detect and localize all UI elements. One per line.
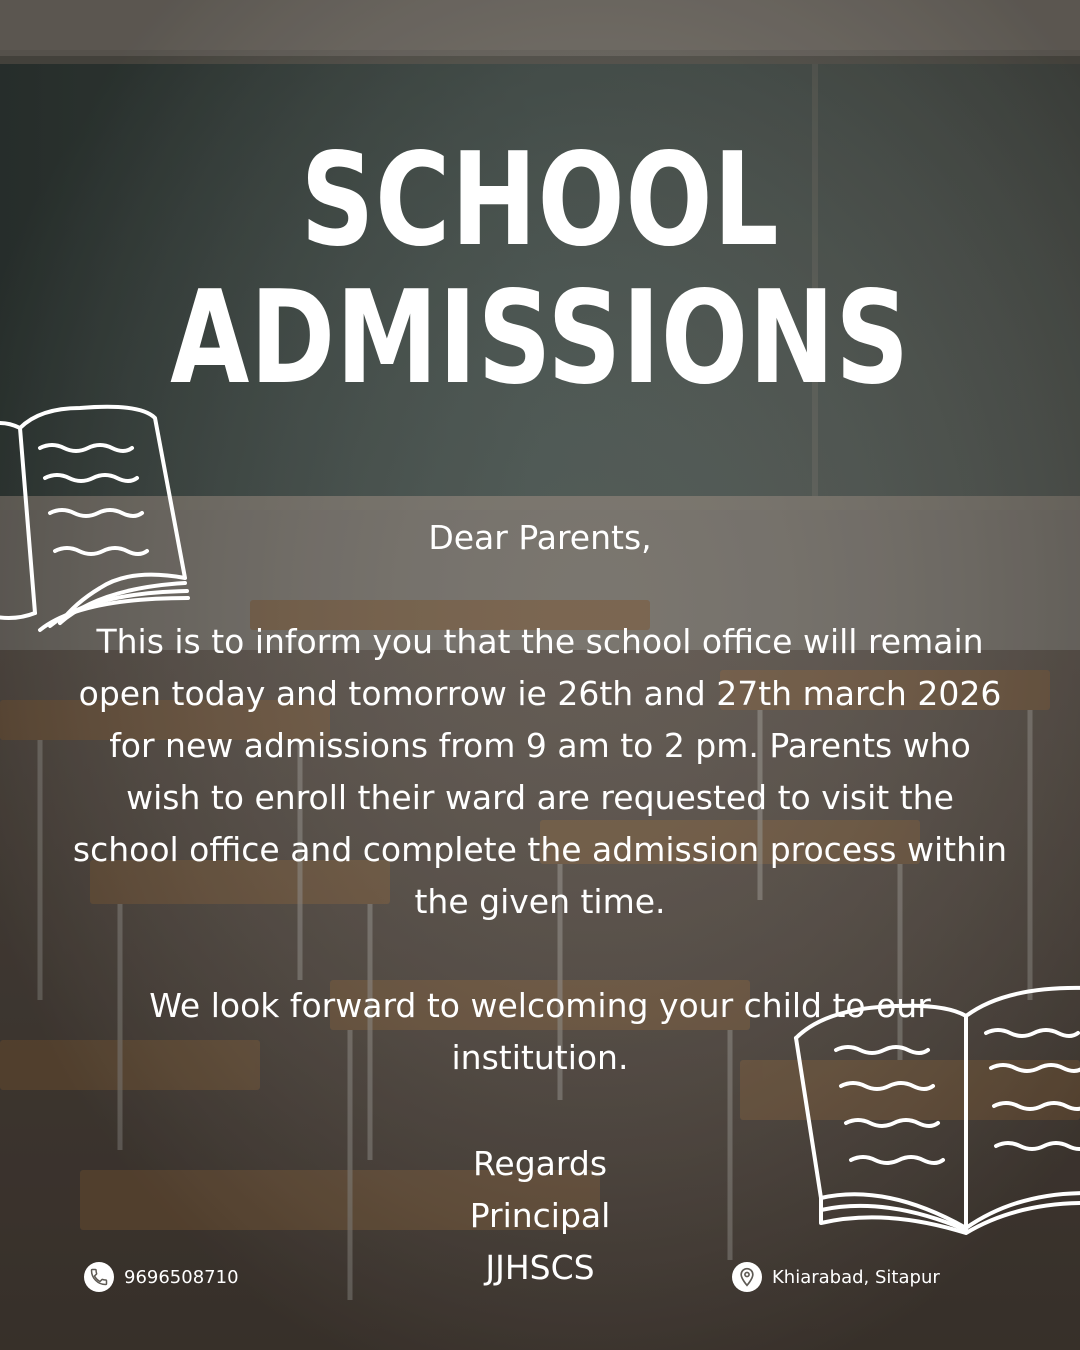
signoff-school: JJHSCS	[485, 1248, 595, 1287]
address-text: Khiarabad, Sitapur	[772, 1266, 940, 1288]
greeting: Dear Parents,	[428, 518, 652, 557]
headline	[108, 126, 972, 413]
closing-paragraph: We look forward to welcoming your child to our institution.	[149, 986, 931, 1077]
signoff-title: Principal	[469, 1196, 611, 1235]
phone-contact[interactable]	[84, 1262, 239, 1292]
headline-line-1: SCHOOL	[300, 126, 780, 275]
notice-paragraph: This is to inform you that the school office will remain open today and tomorrow ie 26th and 27th march 2026 for new admissions from 9 am to 2 pm. Parents who wish to enroll their ward are requested to visit the school office and complete the admission process within the given time.	[72, 622, 1008, 921]
signoff-regards: Regards	[472, 1144, 608, 1183]
phone-number: 9696508710	[124, 1266, 239, 1288]
letter-body	[60, 512, 1020, 1084]
headline-line-2: ADMISSIONS	[170, 264, 910, 413]
phone-icon	[84, 1262, 114, 1292]
address-contact[interactable]	[732, 1262, 940, 1292]
location-pin-icon	[732, 1262, 762, 1292]
